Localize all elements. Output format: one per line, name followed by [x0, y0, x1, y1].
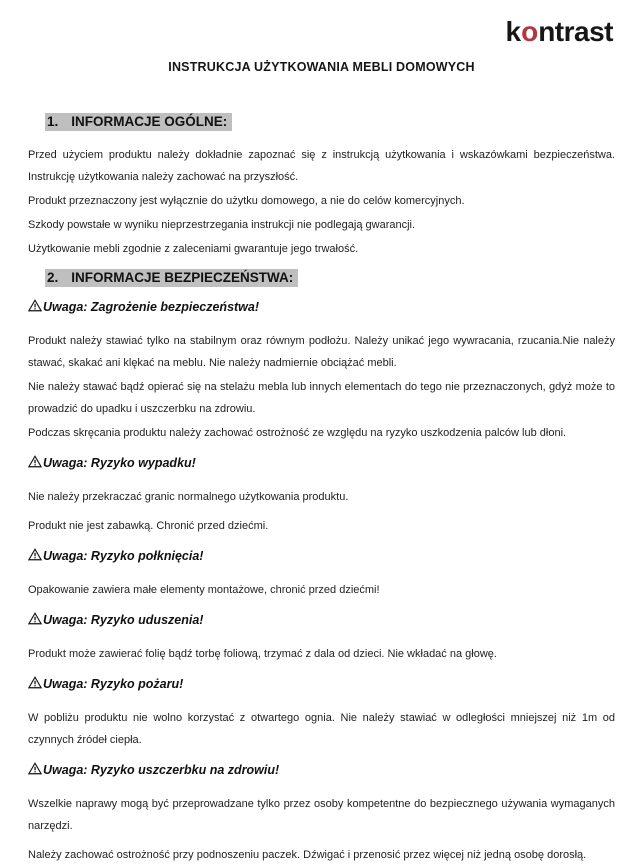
- logo-text-ntrast: ntrast: [538, 16, 613, 47]
- warning-triangle-icon: [28, 455, 42, 468]
- warning-triangle-icon: [28, 612, 42, 625]
- heading-number: 2.: [47, 270, 59, 285]
- warning-text: Uwaga: Ryzyko wypadku!: [43, 456, 196, 470]
- warning-text: Uwaga: Ryzyko uduszenia!: [43, 613, 204, 627]
- paragraph: Produkt przeznaczony jest wyłącznie do użytku domowego, a nie do celów komercyjnych.: [28, 195, 465, 207]
- document-title: INSTRUKCJA UŻYTKOWANIA MEBLI DOMOWYCH: [168, 60, 475, 74]
- warning-text: Uwaga: Ryzyko pożaru!: [43, 677, 184, 691]
- logo-text-k: k: [505, 16, 521, 47]
- paragraph: Przed użyciem produktu należy dokładnie zapoznać się z instrukcją użytkowania i wskazówkami bezpieczeństwa. Instrukcję użytkowania należy zachować na przyszłość.: [28, 149, 615, 183]
- warning-text: Uwaga: Zagrożenie bezpieczeństwa!: [43, 300, 260, 314]
- paragraph: Użytkowanie mebli zgodnie z zaleceniami gwarantuje jego trwałość.: [28, 243, 359, 255]
- warning-line: [28, 674, 615, 695]
- logo-o-ring-icon: o: [521, 16, 538, 47]
- warning-triangle-icon: [28, 548, 42, 561]
- heading-number: 1.: [47, 114, 59, 129]
- paragraph: Nie należy przekraczać granic normalnego użytkowania produktu.: [28, 491, 349, 503]
- section-heading-general: [45, 112, 615, 132]
- paragraph: Produkt może zawierać folię bądź torbę foliową, trzymać z dala od dzieci. Nie wkładać na głowę.: [28, 648, 497, 660]
- paragraph: W pobliżu produktu nie wolno korzystać z otwartego ognia. Nie należy stawiać w odległości mniejszej niż 1m od czynnych źródeł ciepła.: [28, 712, 615, 746]
- paragraph: Należy zachować ostrożność przy podnoszeniu paczek. Dźwigać i przenosić przez więcej niż jedną osobę dorosłą.: [28, 849, 587, 861]
- warning-line: [28, 297, 615, 318]
- warning-triangle-icon: [28, 762, 42, 775]
- heading-highlight: [45, 269, 298, 287]
- warning-text: Uwaga: Ryzyko połknięcia!: [43, 549, 204, 563]
- heading-highlight: [45, 113, 232, 131]
- warning-triangle-icon: [28, 299, 42, 312]
- heading-label: INFORMACJE OGÓLNE:: [71, 114, 228, 129]
- warning-line: [28, 453, 615, 474]
- paragraph: Szkody powstałe w wyniku nieprzestrzegania instrukcji nie podlegają gwarancji.: [28, 219, 416, 231]
- warning-triangle-icon: [28, 676, 42, 689]
- warning-text: Uwaga: Ryzyko uszczerbku na zdrowiu!: [43, 763, 280, 777]
- paragraph: Podczas skręcania produktu należy zachować ostrożność ze względu na ryzyko uszkodzenia palców lub dłoni.: [28, 427, 567, 439]
- paragraph: Nie należy stawać bądź opierać się na stelażu mebla lub innych elementach do tego nie przeznaczonych, gdyż może to prowadzić do upadku i uszczerbku na zdrowiu.: [28, 381, 615, 415]
- paragraph: Produkt należy stawiać tylko na stabilnym oraz równym podłożu. Należy unikać jego wywracania, rzucania.Nie należy stawać, skakać ani klękać na meblu. Nie należy nadmiernie obciążać mebli.: [28, 335, 615, 369]
- kontrast-logo: [506, 14, 613, 50]
- paragraph: Produkt nie jest zabawką. Chronić przed dziećmi.: [28, 520, 269, 532]
- warning-line: [28, 760, 615, 781]
- paragraph: Wszelkie naprawy mogą być przeprowadzane tylko przez osoby kompetentne do bezpiecznego używania wymaganych narzędzi.: [28, 798, 615, 832]
- warning-line: [28, 610, 615, 631]
- paragraph: Opakowanie zawiera małe elementy montażowe, chronić przed dziećmi!: [28, 584, 380, 596]
- logo-row: [28, 14, 615, 52]
- section-heading-safety: [45, 268, 615, 288]
- heading-label: INFORMACJE BEZPIECZEŃSTWA:: [71, 270, 294, 285]
- warning-line: [28, 546, 615, 567]
